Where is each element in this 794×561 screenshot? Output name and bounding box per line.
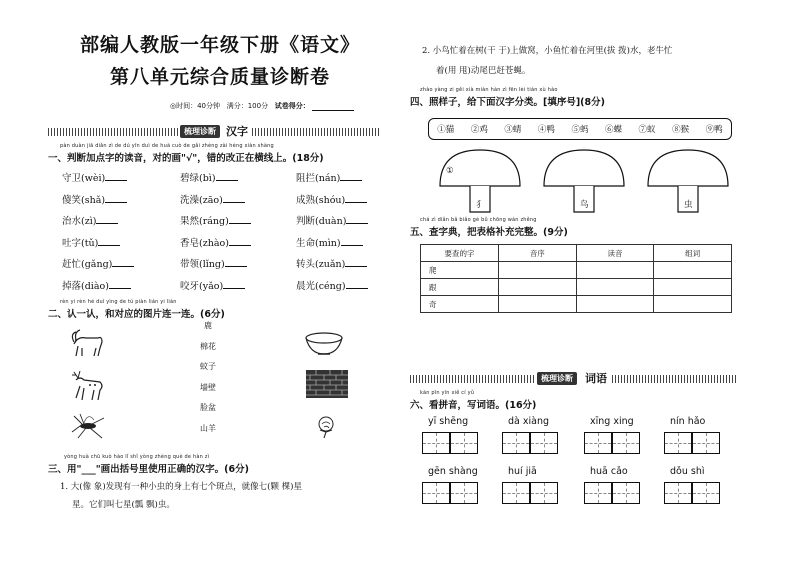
answer-blank[interactable]: [109, 280, 131, 289]
q3-sentence-2-line-2: 着(用 甩)动尾巴赶苍蝇。: [436, 66, 531, 76]
table-header: 音序: [498, 245, 576, 262]
answer-blank[interactable]: [223, 280, 245, 289]
pronunciation-word: 晨光(céng): [296, 280, 346, 292]
answer-cell[interactable]: [576, 279, 654, 296]
answer-blank[interactable]: [98, 237, 120, 246]
answer-blank[interactable]: [345, 194, 367, 203]
section-divider-right: [252, 128, 380, 136]
pronunciation-word: 果然(ráng): [180, 216, 229, 227]
time-limit: ◎时间：40分钟: [170, 102, 221, 110]
pronunciation-item: [62, 213, 134, 235]
category-option: ④鸭: [537, 125, 555, 135]
pronunciation-word: 治水(zì): [62, 216, 97, 227]
basin-picture[interactable]: [304, 332, 344, 356]
pronunciation-word: 碧绿(bì): [180, 173, 216, 184]
pronunciation-item: [62, 235, 134, 257]
table-header: 组词: [654, 245, 732, 262]
answer-blank[interactable]: [345, 258, 367, 267]
pinyin-prompt: dà xiàng: [508, 416, 550, 427]
pronunciation-item: [180, 213, 251, 235]
section-tag: 梳理诊断: [537, 372, 577, 385]
table-cell: 奇: [421, 296, 499, 313]
section-divider-left: [410, 375, 534, 383]
writing-grid-cell[interactable]: [422, 482, 450, 504]
full-score: 满分：100分: [226, 102, 269, 110]
match-word[interactable]: 山羊: [200, 423, 216, 433]
q3-pinyin: yòng huà chū kuò hào lǐ shǐ yòng zhèng què de hàn zì: [64, 454, 210, 460]
writing-grid-cell[interactable]: [422, 432, 450, 454]
q2-heading: 二、认一认，和对应的图片连一连。(6分): [48, 309, 225, 320]
q3-heading: 三、用"___"画出括号里使用正确的汉字。(6分): [48, 464, 249, 475]
pinyin-prompt: yī shēng: [428, 416, 469, 427]
cotton-picture[interactable]: [314, 414, 340, 440]
writing-grid-cell[interactable]: [692, 482, 720, 504]
mosquito-picture[interactable]: [70, 412, 106, 440]
pronunciation-item: [180, 235, 251, 257]
pronunciation-word: 吐字(tǔ): [62, 237, 99, 249]
section-title-hanzi: 汉字: [226, 125, 248, 138]
answer-cell[interactable]: [654, 279, 732, 296]
answer-cell[interactable]: [576, 296, 654, 313]
answer-blank[interactable]: [340, 172, 362, 181]
pronunciation-word: 阻拦(nán): [296, 173, 341, 184]
pronunciation-word: 转头(zuǎn): [296, 259, 346, 270]
q1-heading: 一、判断加点字的读音，对的画"√"，错的改正在横线上。(18分): [48, 153, 324, 164]
category-option: ⑥蝶: [605, 125, 623, 135]
pronunciation-word: 判断(duàn): [296, 216, 347, 227]
table-row: [421, 262, 732, 279]
page-subtitle: 第八单元综合质量诊断卷: [109, 66, 330, 88]
answer-cell[interactable]: [576, 262, 654, 279]
writing-grid-cell[interactable]: [584, 432, 612, 454]
section-tag: 梳理诊断: [180, 125, 220, 138]
section-divider-right: [612, 375, 736, 383]
goat-picture[interactable]: [70, 328, 106, 358]
pinyin-prompt: huí jiā: [508, 466, 537, 477]
q1-pinyin: pàn duàn jiā diǎn zì de dú yīn duì de huà cuò de gǎi zhèng zài héng xiàn shàng: [60, 143, 274, 149]
page-title: 部编人教版一年级下册《语文》: [79, 34, 360, 56]
match-word[interactable]: 脸盆: [200, 403, 216, 412]
writing-grid-cell[interactable]: [502, 432, 530, 454]
pronunciation-item: [296, 213, 368, 235]
category-option: ②鸡: [470, 125, 488, 135]
answer-cell[interactable]: [654, 296, 732, 313]
section-divider-left: [48, 128, 178, 136]
category-option: ①猫: [437, 125, 455, 135]
pronunciation-word: 掉落(diào): [62, 280, 109, 292]
q4-stem-2: 鸟: [580, 200, 589, 210]
pronunciation-item: [180, 256, 251, 278]
q5-heading: 五、查字典，把表格补充完整。(9分): [410, 227, 568, 238]
match-word[interactable]: 蚊子: [200, 362, 216, 371]
writing-grid-cell[interactable]: [612, 432, 640, 454]
pinyin-prompt: gēn shàng: [428, 466, 478, 477]
answer-blank[interactable]: [216, 172, 238, 181]
q5-pinyin: chá zì diǎn bǎ biǎo gé bǔ chōng wán zhěng: [420, 217, 537, 223]
category-option: ⑨鸭: [705, 125, 723, 135]
pronunciation-item: [296, 278, 368, 300]
score-label: 试卷得分：: [274, 102, 310, 110]
answer-blank[interactable]: [229, 215, 251, 224]
pronunciation-item: [180, 170, 251, 192]
writing-grid-cell[interactable]: [664, 432, 692, 454]
category-option: ⑧猴: [672, 125, 690, 135]
writing-grid-cell[interactable]: [530, 482, 558, 504]
q4-heading: 四、照样子，给下面汉字分类。[填序号](8分): [410, 97, 605, 108]
q3-sentence-2-line-1: 2. 小鸟忙着在树(干 于)上做窝，小鱼忙着在河里(拔 拨)水，老牛忙: [422, 46, 673, 56]
writing-grid-cell[interactable]: [530, 432, 558, 454]
pronunciation-word: 带领(lǐng): [180, 259, 225, 270]
pronunciation-item: [296, 170, 368, 192]
q3-sentence-1-line-2: 星。它们叫七星(瓢 飘)虫。: [72, 500, 175, 510]
deer-picture[interactable]: [70, 370, 106, 402]
pronunciation-item: [62, 256, 134, 278]
exam-meta: [170, 101, 354, 111]
answer-cell[interactable]: [498, 296, 576, 313]
answer-blank[interactable]: [105, 194, 127, 203]
q1-column-2: [180, 170, 251, 299]
table-cell: 跟: [421, 279, 499, 296]
q4-example-answer: ①: [446, 166, 454, 176]
pronunciation-word: 洗澡(zāo): [180, 194, 223, 206]
pinyin-prompt: huā cǎo: [590, 466, 628, 477]
table-cell: 爬: [421, 262, 499, 279]
answer-blank[interactable]: [105, 172, 127, 181]
answer-blank[interactable]: [229, 237, 251, 246]
category-option: ⑤蚂: [571, 125, 589, 135]
q2-word-list: [196, 320, 220, 443]
table-header: 要查的字: [421, 245, 499, 262]
answer-blank[interactable]: [346, 215, 368, 224]
q4-pinyin: zhào yàng zi gěi xià miàn hàn zì fēn lèi tián xù hào: [420, 87, 558, 93]
pronunciation-word: 咬牙(yǎo): [180, 280, 224, 292]
pinyin-prompt: nín hǎo: [670, 416, 706, 427]
q1-column-1: [62, 170, 134, 299]
q6-heading: 六、看拼音，写词语。(16分): [410, 400, 537, 411]
pronunciation-item: [180, 192, 251, 214]
writing-grid-cell[interactable]: [612, 482, 640, 504]
table-row: [421, 296, 732, 313]
pinyin-prompt: xīng xing: [590, 416, 634, 427]
dictionary-table: [420, 244, 732, 313]
category-option: ③蜻: [504, 125, 522, 135]
answer-blank[interactable]: [346, 280, 368, 289]
table-row: [421, 279, 732, 296]
answer-cell[interactable]: [498, 279, 576, 296]
writing-grid-cell[interactable]: [692, 432, 720, 454]
pronunciation-item: [62, 278, 134, 300]
writing-grid-cell[interactable]: [664, 482, 692, 504]
pronunciation-word: 成熟(shóu): [296, 194, 346, 206]
answer-cell[interactable]: [498, 262, 576, 279]
answer-blank[interactable]: [341, 237, 363, 246]
brick-wall-picture[interactable]: [306, 370, 348, 398]
q1-column-3: [296, 170, 368, 299]
table-header: 读音: [576, 245, 654, 262]
writing-grid-cell[interactable]: [450, 432, 478, 454]
match-word[interactable]: 棉花: [200, 341, 216, 351]
pronunciation-word: 生命(mìn): [296, 237, 341, 249]
section-title-ciyu: 词语: [585, 372, 607, 385]
category-option: ⑦蚁: [638, 125, 656, 135]
writing-grid-cell[interactable]: [450, 482, 478, 504]
q3-sentence-1-line-1: 1. 大(像 象)发现有一种小虫的身上有七个斑点，就像七(颗 棵)星: [60, 482, 302, 492]
answer-blank[interactable]: [223, 194, 245, 203]
pronunciation-item: [62, 192, 134, 214]
score-field[interactable]: [312, 110, 354, 111]
q2-pinyin: rèn yi rèn hé duì yìng de tú piàn lián yi lián: [60, 299, 177, 305]
q4-stem-1: 犭: [476, 200, 485, 210]
pronunciation-word: 香皂(zhào): [180, 237, 229, 249]
pronunciation-word: 守卫(wèi): [62, 173, 106, 184]
q4-options-box: [428, 118, 732, 140]
pronunciation-word: 傻笑(shǎ): [62, 194, 106, 206]
writing-grid-cell[interactable]: [584, 482, 612, 504]
pronunciation-item: [296, 192, 368, 214]
answer-blank[interactable]: [112, 258, 134, 267]
table-header-row: [421, 245, 732, 262]
answer-cell[interactable]: [654, 262, 732, 279]
writing-grid-cell[interactable]: [502, 482, 530, 504]
q4-stem-3: 虫: [684, 200, 693, 210]
answer-blank[interactable]: [96, 215, 118, 224]
pronunciation-item: [180, 278, 251, 300]
pronunciation-item: [296, 256, 368, 278]
match-word[interactable]: 鹿: [204, 321, 212, 330]
q6-pinyin: kàn pīn yīn xiě cí yǔ: [420, 390, 475, 396]
answer-blank[interactable]: [225, 258, 247, 267]
pronunciation-item: [296, 235, 368, 257]
pronunciation-item: [62, 170, 134, 192]
match-word[interactable]: 墙壁: [200, 382, 216, 392]
pinyin-prompt: dǒu shì: [670, 466, 705, 477]
pronunciation-word: 赶忙(gǎng): [62, 259, 113, 270]
